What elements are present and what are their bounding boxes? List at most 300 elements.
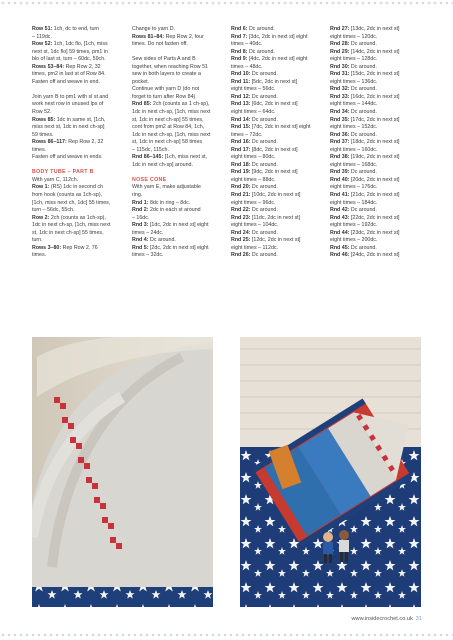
row-instruction: eight times – 136dc. bbox=[330, 78, 378, 85]
row-instruction: miss next st, 1dc in next ch-sp] bbox=[32, 124, 105, 131]
row-instruction: [5dc, 2dc in next st] bbox=[250, 78, 298, 85]
row-instruction: Rep Row 2, 76 bbox=[61, 244, 98, 251]
pattern-line bbox=[231, 132, 319, 140]
pattern-line bbox=[32, 147, 118, 155]
pattern-line bbox=[32, 215, 118, 223]
photo-rocket-cushion-with-figures bbox=[240, 337, 421, 607]
paragraph-gap bbox=[32, 86, 118, 94]
row-instruction: eight times – 184dc. bbox=[330, 199, 378, 206]
row-label: Rnd 20: bbox=[231, 184, 251, 191]
row-instruction: Dc around. bbox=[349, 86, 377, 93]
row-label: Rnd 6: bbox=[231, 26, 248, 32]
row-label: Rnd 3: bbox=[132, 222, 149, 229]
row-instruction: Dc around. bbox=[250, 93, 278, 100]
row-instruction: next st, 1dc flo] 59 times, pm1 in bbox=[32, 48, 108, 55]
row-label: Row 51: bbox=[32, 26, 53, 32]
row-label: Rnd 23: bbox=[231, 214, 251, 221]
row-instruction: 1dc in next ch-sp, [1ch, miss next bbox=[132, 109, 211, 116]
row-instruction: eight times – 144dc. bbox=[330, 101, 378, 108]
row-instruction: [11dc, 2dc in next st] bbox=[250, 214, 301, 221]
row-instruction: Dc around. bbox=[250, 207, 278, 214]
pattern-line bbox=[330, 215, 420, 223]
pattern-line bbox=[132, 184, 220, 192]
row-instruction: Rep Row 2, 32 bbox=[64, 63, 101, 70]
row-label: Rnd 17: bbox=[231, 146, 251, 153]
row-instruction: – 16dc. bbox=[132, 214, 150, 221]
row-instruction: [22dc, 2dc in next st] bbox=[349, 214, 400, 221]
row-label: Rnd 34: bbox=[330, 109, 350, 116]
pattern-line bbox=[330, 124, 420, 132]
row-instruction: With yarn E, make adjustable bbox=[132, 184, 201, 191]
photo-right-illustration bbox=[240, 337, 421, 607]
row-instruction: 1dc in next ch-sp, [1ch, miss next bbox=[132, 131, 211, 138]
row-instruction: [9dc, 2dc in next st] bbox=[250, 169, 298, 176]
row-instruction: [3dc, 2dc in next st] eight bbox=[247, 33, 308, 40]
pattern-line bbox=[330, 177, 420, 185]
row-label: Rnd 41: bbox=[330, 192, 350, 199]
row-label: Rnd 37: bbox=[330, 139, 350, 146]
pattern-line bbox=[32, 200, 118, 208]
row-instruction: Dc around. bbox=[349, 169, 377, 176]
pattern-line bbox=[132, 26, 220, 34]
pattern-line bbox=[32, 49, 118, 57]
pattern-line bbox=[132, 132, 220, 140]
dotted-bottom-border bbox=[0, 632, 453, 640]
pattern-line bbox=[231, 109, 319, 117]
row-label: Rnd 10: bbox=[231, 71, 251, 78]
pattern-line bbox=[330, 117, 420, 125]
row-label: Rnd 40: bbox=[330, 176, 350, 183]
row-instruction: 1dc in next ch-sp] around. bbox=[132, 161, 193, 168]
row-instruction: [7dc, 2dc in next st] eight bbox=[250, 124, 311, 131]
row-label: Rnd 46: bbox=[330, 252, 350, 259]
row-label: Rnd 8: bbox=[231, 48, 248, 55]
row-instruction: 2dc in each st around bbox=[148, 207, 201, 214]
row-instruction: Dc around. bbox=[349, 41, 377, 48]
pattern-line bbox=[231, 177, 319, 185]
row-instruction: Dc around. bbox=[247, 26, 275, 32]
row-label: Rnd 9: bbox=[231, 56, 248, 63]
row-label: Rnd 19: bbox=[231, 169, 251, 176]
pattern-line bbox=[32, 252, 118, 260]
row-label: Row 1: bbox=[32, 184, 50, 191]
row-label: Rows 85: bbox=[32, 116, 56, 123]
row-label: Rnd 13: bbox=[231, 101, 251, 108]
pattern-line bbox=[32, 124, 118, 132]
pattern-line bbox=[32, 109, 118, 117]
row-instruction: [15dc, 2dc in next st] bbox=[349, 71, 400, 78]
pattern-line bbox=[132, 86, 220, 94]
row-instruction: Dc around. bbox=[247, 48, 275, 55]
row-instruction: [14dc, 2dc in next st] bbox=[349, 48, 400, 55]
row-instruction: [1dc, 2dc in next st] eight bbox=[148, 222, 209, 229]
row-label: Rnd 38: bbox=[330, 154, 350, 161]
row-instruction: sew in both layers to create a bbox=[132, 71, 201, 78]
row-label: Rnd 25: bbox=[231, 237, 251, 244]
pattern-line bbox=[231, 169, 319, 177]
pattern-line bbox=[330, 94, 420, 102]
pattern-line bbox=[32, 192, 118, 200]
row-instruction: [23dc, 2dc in next st] bbox=[349, 229, 400, 236]
pattern-line bbox=[132, 245, 220, 253]
row-instruction: 2ch (counts as 1 ch-sp), bbox=[151, 101, 210, 108]
row-instruction: Sew sides of Parts A and B bbox=[132, 56, 196, 63]
pattern-line bbox=[231, 215, 319, 223]
row-label: Rnd 28: bbox=[330, 41, 350, 48]
pattern-line bbox=[132, 41, 220, 49]
row-label: Rows 3–80: bbox=[32, 244, 62, 251]
pattern-line bbox=[330, 132, 420, 140]
row-instruction: – 119dc. bbox=[32, 33, 52, 40]
pattern-line bbox=[132, 207, 220, 215]
row-instruction: st, 1dc in next ch-sp] 55 times, bbox=[32, 229, 104, 236]
row-instruction: times. bbox=[32, 146, 47, 153]
pattern-line bbox=[32, 154, 118, 162]
row-instruction: Change to yarn D. bbox=[132, 26, 175, 32]
pattern-line bbox=[32, 94, 118, 102]
pattern-line bbox=[32, 71, 118, 79]
pattern-line bbox=[231, 154, 319, 162]
pattern-line bbox=[231, 56, 319, 64]
row-instruction: forget to turn after Row 84) bbox=[132, 93, 196, 100]
pattern-line bbox=[231, 64, 319, 72]
row-instruction: [2dc, 2dc in next st] eight bbox=[148, 244, 209, 251]
pattern-line bbox=[132, 64, 220, 72]
pattern-line bbox=[32, 177, 118, 185]
pattern-line bbox=[330, 207, 420, 215]
pattern-line bbox=[132, 200, 220, 208]
pattern-line bbox=[231, 162, 319, 170]
photo-left-illustration bbox=[32, 337, 213, 607]
section-heading: NOSE CONE bbox=[132, 176, 167, 183]
pattern-line bbox=[231, 117, 319, 125]
row-instruction: st, 1dc in next ch-sp] 55 times, bbox=[132, 116, 204, 123]
pattern-line bbox=[231, 147, 319, 155]
pattern-line bbox=[330, 49, 420, 57]
row-instruction: turn. bbox=[32, 237, 43, 244]
pattern-line bbox=[330, 192, 420, 200]
row-instruction: [12dc, 2dc in next st] bbox=[250, 237, 301, 244]
pattern-line bbox=[231, 200, 319, 208]
row-instruction: [1ch, miss next st, bbox=[163, 154, 208, 161]
dotted-top-border bbox=[0, 0, 453, 6]
pattern-line bbox=[330, 230, 420, 238]
text-column-2 bbox=[132, 26, 220, 260]
row-instruction: eight times – 176dc. bbox=[330, 184, 378, 191]
pattern-line bbox=[32, 64, 118, 72]
pattern-line bbox=[32, 41, 118, 49]
pattern-line bbox=[231, 192, 319, 200]
pattern-line bbox=[330, 34, 420, 42]
row-instruction: eight times – 104dc. bbox=[231, 222, 279, 229]
pattern-line bbox=[32, 230, 118, 238]
pattern-line bbox=[231, 222, 319, 230]
row-label: Rnd 30: bbox=[330, 63, 350, 70]
row-instruction: Dc around. bbox=[148, 237, 176, 244]
row-instruction: times, pm2 in last st of Row 84. bbox=[32, 71, 106, 78]
row-instruction: eight times – 120dc. bbox=[330, 33, 378, 40]
row-label: Rnd 4: bbox=[132, 237, 149, 244]
pattern-line bbox=[32, 207, 118, 215]
row-instruction: Dc around. bbox=[250, 229, 278, 236]
row-instruction: [6dc, 2dc in next st] bbox=[250, 101, 298, 108]
row-instruction: 1dc in next ch-sp, [1ch, miss next bbox=[32, 222, 111, 229]
pattern-line bbox=[330, 79, 420, 87]
pattern-line bbox=[32, 101, 118, 109]
pattern-line bbox=[231, 26, 319, 34]
pattern-line bbox=[231, 79, 319, 87]
row-instruction: 1ch, 1dc flo, [1ch, miss bbox=[52, 41, 108, 48]
pattern-line bbox=[132, 124, 220, 132]
row-instruction: times – 72dc. bbox=[231, 131, 263, 138]
row-instruction: turn – 56dc, 55ch. bbox=[32, 207, 75, 214]
row-label: Rows 86–117: bbox=[32, 139, 67, 146]
row-label: Rnd 12: bbox=[231, 93, 251, 100]
row-instruction: Dc around. bbox=[349, 109, 377, 116]
pattern-line bbox=[330, 86, 420, 94]
paragraph-gap bbox=[132, 49, 220, 57]
pattern-line bbox=[330, 64, 420, 72]
row-instruction: Dc around. bbox=[349, 131, 377, 138]
row-label: Rows 53–84: bbox=[32, 63, 65, 70]
row-label: Rnd 21: bbox=[231, 192, 251, 199]
pattern-line bbox=[132, 162, 220, 170]
row-instruction: st, 1dc in next ch-sp] 58 times bbox=[132, 139, 203, 146]
row-instruction: eight times – 88dc. bbox=[231, 176, 276, 183]
pattern-line bbox=[330, 56, 420, 64]
row-instruction: from hook (counts as 1ch-sp), bbox=[32, 192, 103, 199]
pattern-line bbox=[231, 124, 319, 132]
photo-rocket-cushion-closeup bbox=[32, 337, 213, 607]
row-label: Row 52: bbox=[32, 41, 53, 48]
pattern-line bbox=[32, 222, 118, 230]
row-instruction: [21dc, 2dc in next st] bbox=[349, 192, 400, 199]
row-instruction: [18dc, 2dc in next st] bbox=[349, 139, 400, 146]
pattern-line bbox=[132, 192, 220, 200]
pattern-line bbox=[330, 26, 420, 34]
row-label: Rnd 85: bbox=[132, 101, 152, 108]
row-label: Rnd 44: bbox=[330, 229, 350, 236]
row-instruction: [1ch, miss next ch, 1dc] 55 times, bbox=[32, 199, 111, 206]
row-instruction: Fasten off and weave in ends. bbox=[32, 154, 103, 161]
row-instruction: Join yarn B to pm1 with sl st and bbox=[32, 93, 109, 100]
row-label: Rnd 1: bbox=[132, 199, 149, 206]
pattern-line bbox=[231, 86, 319, 94]
row-label: Rnd 15: bbox=[231, 124, 251, 131]
text-column-4 bbox=[330, 26, 420, 260]
row-instruction: [19dc, 2dc in next st] bbox=[349, 154, 400, 161]
row-instruction: [8dc, 2dc in next st] bbox=[250, 146, 298, 153]
row-instruction: [16dc, 2dc in next st] bbox=[349, 93, 400, 100]
row-instruction: [20dc, 2dc in next st] bbox=[349, 176, 400, 183]
pattern-line bbox=[231, 71, 319, 79]
row-label: Rnd 36: bbox=[330, 131, 350, 138]
row-instruction: times – 32dc. bbox=[132, 252, 164, 259]
row-instruction: cont from pm2 at Row 84, 1ch, bbox=[132, 124, 205, 131]
row-instruction: eight times – 80dc. bbox=[231, 154, 276, 161]
row-instruction: Dc around. bbox=[250, 71, 278, 78]
pattern-line bbox=[330, 147, 420, 155]
row-label: Rnd 86–145: bbox=[132, 154, 164, 161]
pattern-line bbox=[32, 79, 118, 87]
row-label: Rnd 2: bbox=[132, 207, 149, 214]
row-instruction: Dc around. bbox=[250, 184, 278, 191]
row-label: Rnd 32: bbox=[330, 86, 350, 93]
row-instruction: [4dc, 2dc in next st] eight bbox=[247, 56, 308, 63]
row-instruction: – 115dc, 115ch. bbox=[132, 146, 169, 153]
row-instruction: 8dc in ring – 8dc. bbox=[148, 199, 191, 206]
pattern-line bbox=[330, 169, 420, 177]
row-label: Rnd 14: bbox=[231, 116, 251, 123]
pattern-line bbox=[132, 94, 220, 102]
pattern-line bbox=[330, 139, 420, 147]
pattern-line bbox=[132, 109, 220, 117]
pattern-line bbox=[330, 71, 420, 79]
pattern-line bbox=[32, 184, 118, 192]
row-instruction: Dc around. bbox=[250, 252, 278, 259]
pattern-line bbox=[231, 184, 319, 192]
pattern-line bbox=[231, 49, 319, 57]
pattern-line bbox=[132, 79, 220, 87]
pattern-line bbox=[32, 34, 118, 42]
row-label: Rnd 42: bbox=[330, 207, 350, 214]
row-instruction: Row 52. bbox=[32, 109, 52, 116]
row-instruction: [10dc, 2dc in next st] bbox=[250, 192, 301, 199]
row-label: Rnd 33: bbox=[330, 93, 350, 100]
row-instruction: blo of last st, turn – 60dc, 59ch. bbox=[32, 56, 106, 63]
row-label: Rnd 26: bbox=[231, 252, 251, 259]
pattern-line bbox=[32, 237, 118, 245]
pattern-line bbox=[231, 207, 319, 215]
row-instruction: ring. bbox=[132, 192, 143, 199]
row-label: Rows 81–84: bbox=[132, 33, 165, 40]
row-instruction: Rep Row 2, 32 bbox=[66, 139, 104, 146]
row-instruction: times – 24dc. bbox=[132, 229, 164, 236]
row-instruction: 59 times. bbox=[32, 131, 54, 138]
pattern-line bbox=[330, 222, 420, 230]
row-label: Rnd 27: bbox=[330, 26, 350, 32]
pattern-line bbox=[231, 245, 319, 253]
page-footer bbox=[300, 616, 422, 622]
pattern-line bbox=[132, 139, 220, 147]
pattern-line bbox=[132, 56, 220, 64]
row-label: Rnd 22: bbox=[231, 207, 251, 214]
row-instruction: times. bbox=[32, 252, 47, 259]
pattern-line bbox=[132, 215, 220, 223]
pattern-line bbox=[231, 139, 319, 147]
row-label: Row 2: bbox=[32, 214, 50, 221]
row-label: Rnd 16: bbox=[231, 139, 251, 146]
pattern-line bbox=[132, 34, 220, 42]
row-label: Rnd 29: bbox=[330, 48, 350, 55]
row-instruction: Rep Row 2, four bbox=[164, 33, 204, 40]
pattern-line bbox=[330, 109, 420, 117]
row-instruction: eight times – 112dc. bbox=[231, 244, 279, 251]
pattern-line bbox=[330, 252, 420, 260]
row-instruction: work next row in unused lps of bbox=[32, 101, 104, 108]
section-heading: BODY TUBE – PART B bbox=[32, 169, 94, 176]
text-column-1 bbox=[32, 26, 118, 260]
paragraph-gap bbox=[32, 162, 118, 170]
paragraph-gap bbox=[132, 169, 220, 177]
pattern-line bbox=[231, 41, 319, 49]
pattern-line bbox=[32, 56, 118, 64]
row-label: Rnd 43: bbox=[330, 214, 350, 221]
row-instruction: eight times – 56dc. bbox=[231, 86, 276, 93]
row-label: Rnd 39: bbox=[330, 169, 350, 176]
pattern-line bbox=[330, 237, 420, 245]
pattern-line bbox=[132, 154, 220, 162]
row-instruction: Dc around. bbox=[349, 244, 377, 251]
pattern-line bbox=[32, 139, 118, 147]
pattern-line bbox=[32, 117, 118, 125]
pattern-line bbox=[231, 230, 319, 238]
pattern-line bbox=[132, 252, 220, 260]
row-label: Rnd 35: bbox=[330, 116, 350, 123]
pattern-line bbox=[231, 237, 319, 245]
pattern-line bbox=[132, 222, 220, 230]
row-instruction: Continue with yarn D (do not bbox=[132, 86, 200, 93]
row-instruction: pocket. bbox=[132, 78, 150, 85]
row-instruction: [13dc, 2dc in next st] bbox=[349, 26, 400, 32]
row-label: Rnd 31: bbox=[330, 71, 350, 78]
pattern-line bbox=[330, 162, 420, 170]
row-instruction: With yarn C, 112ch. bbox=[32, 176, 79, 183]
row-label: Rnd 24: bbox=[231, 229, 251, 236]
row-label: Rnd 45: bbox=[330, 244, 350, 251]
text-column-3 bbox=[231, 26, 319, 260]
pattern-line bbox=[231, 101, 319, 109]
footer-url: www.insidecrochet.co.uk bbox=[351, 616, 413, 622]
row-instruction: times – 48dc. bbox=[231, 63, 263, 70]
row-instruction: eight times – 168dc. bbox=[330, 161, 378, 168]
row-instruction: eight times – 200dc. bbox=[330, 237, 378, 244]
pattern-line bbox=[330, 184, 420, 192]
pattern-line bbox=[132, 237, 220, 245]
row-instruction: times – 40dc. bbox=[231, 41, 263, 48]
row-instruction: 1ch, dc to end, turn bbox=[52, 26, 100, 32]
pattern-line bbox=[330, 200, 420, 208]
row-instruction: 1dc in same st, [1ch, bbox=[55, 116, 106, 123]
row-instruction: Dc around. bbox=[349, 63, 377, 70]
row-instruction: eight times – 152dc. bbox=[330, 124, 378, 131]
pattern-line bbox=[231, 94, 319, 102]
pattern-line bbox=[32, 132, 118, 140]
pattern-line bbox=[32, 26, 118, 34]
pattern-line bbox=[132, 147, 220, 155]
row-instruction: eight times – 96dc. bbox=[231, 199, 276, 206]
pattern-line bbox=[330, 41, 420, 49]
pattern-line bbox=[330, 101, 420, 109]
pattern-line bbox=[330, 245, 420, 253]
pattern-line bbox=[231, 34, 319, 42]
row-label: Rnd 11: bbox=[231, 78, 251, 85]
row-instruction: Dc around. bbox=[250, 139, 278, 146]
pattern-line bbox=[32, 245, 118, 253]
row-instruction: Fasten off and weave in end. bbox=[32, 78, 100, 85]
pattern-line bbox=[132, 230, 220, 238]
row-instruction: eight times – 192dc. bbox=[330, 222, 378, 229]
row-instruction: Dc around. bbox=[250, 116, 278, 123]
row-label: Rnd 7: bbox=[231, 33, 248, 40]
pattern-line bbox=[132, 71, 220, 79]
row-instruction: eight times – 160dc. bbox=[330, 146, 378, 153]
row-instruction: Dc around. bbox=[250, 161, 278, 168]
page-number: 31 bbox=[415, 616, 422, 622]
row-instruction: Dc around. bbox=[349, 207, 377, 214]
row-instruction: eight times – 128dc. bbox=[330, 56, 378, 63]
row-label: Rnd 18: bbox=[231, 161, 251, 168]
